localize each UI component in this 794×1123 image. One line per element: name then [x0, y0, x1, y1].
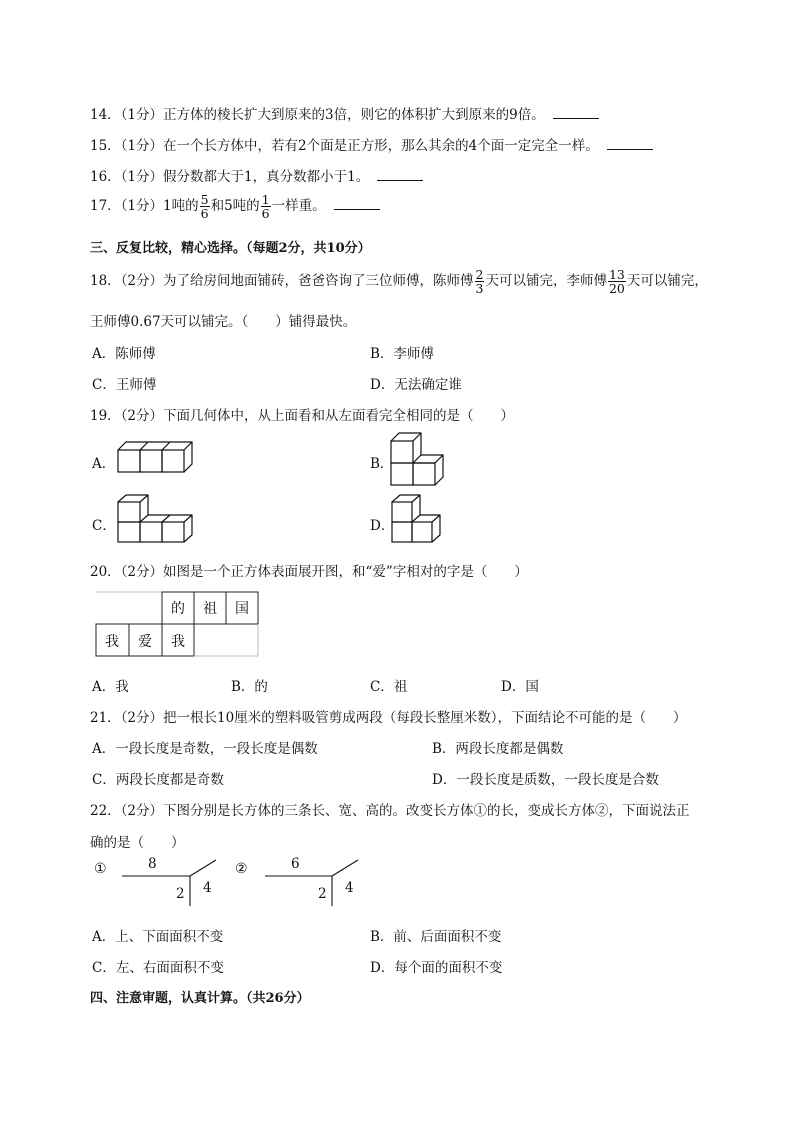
answer-blank[interactable]: [377, 168, 423, 181]
question-score: （2分）: [120, 803, 164, 819]
question-text-part: 和5吨的: [210, 198, 260, 215]
numerator: 5: [200, 192, 209, 207]
question-number: 17．: [90, 198, 121, 215]
net-cell-top-2: 祖: [203, 601, 217, 617]
option-b[interactable]: B．前、后面面积不变: [370, 929, 502, 945]
section-heading: 四、注意审题，认真计算。（共26分）: [90, 991, 310, 1006]
question-text: 在一个长方体中，若有2个面是正方形，那么其余的4个面一定完全一样。: [163, 138, 599, 154]
option-b[interactable]: B．的: [231, 679, 268, 695]
question-text-part: 为了给房间地面铺砖，爸爸咨询了三位师傅，陈师傅: [163, 273, 474, 290]
width-value: 2: [176, 886, 185, 902]
question-score: （2分）: [120, 710, 164, 726]
cube-net: [96, 592, 258, 658]
question-text: 下图分别是长方体的三条长、宽、高的。改变长方体①的长，变成长方体②，下面说法正: [163, 803, 690, 819]
denominator: 3: [475, 281, 484, 297]
question-14: [90, 103, 599, 123]
length-value: 6: [291, 856, 300, 872]
answer-blank[interactable]: [607, 137, 653, 150]
option-c[interactable]: C．王师傅: [92, 377, 157, 393]
question-number: 22．: [90, 803, 121, 819]
cube-figure-d[interactable]: [392, 494, 452, 546]
option-a[interactable]: A．上、下面面积不变: [92, 929, 224, 945]
question-number: 14．: [90, 107, 121, 123]
option-c[interactable]: C．左、右面面积不变: [92, 960, 224, 976]
option-a[interactable]: A．一段长度是奇数，一段长度是偶数: [92, 741, 318, 757]
cube-figure-b[interactable]: [391, 432, 461, 487]
net-cell-top-1: 的: [171, 601, 185, 617]
numerator: 2: [475, 267, 484, 282]
option-c[interactable]: C．祖: [370, 679, 408, 695]
option-a[interactable]: A．我: [92, 679, 129, 695]
question-19: [90, 404, 514, 424]
fraction: [261, 193, 271, 220]
question-score: （2分）: [120, 564, 164, 580]
question-score: （1分）: [120, 107, 164, 123]
numerator: 13: [608, 267, 625, 282]
width-value: 2: [318, 886, 327, 902]
question-text: 如图是一个正方体表面展开图，和“爱”字相对的字是（ ）: [163, 564, 528, 580]
height-value: 4: [345, 880, 354, 896]
question-score: （1分）: [120, 138, 164, 154]
option-a-label[interactable]: A．: [92, 456, 116, 472]
question-score: （1分）: [120, 169, 164, 185]
question-number: 18．: [90, 273, 121, 290]
section-heading: 三、反复比较，精心选择。（每题2分，共10分）: [90, 241, 371, 256]
question-text: 下面几何体中，从上面看和从左面看完全相同的是（ ）: [163, 408, 515, 424]
option-c[interactable]: C．两段长度都是奇数: [92, 772, 224, 788]
denominator: 6: [200, 206, 209, 222]
question-score: （2分）: [120, 273, 164, 290]
option-d-label[interactable]: D．: [370, 518, 395, 534]
question-score: （2分）: [120, 408, 164, 424]
question-15: [90, 134, 653, 154]
answer-blank[interactable]: [334, 197, 380, 210]
denominator: 20: [608, 281, 625, 297]
net-cell-bottom-2: 爱: [138, 634, 152, 650]
question-17: [90, 193, 380, 220]
option-d[interactable]: D．每个面的面积不变: [370, 960, 503, 976]
question-text-part: 1吨的: [163, 198, 199, 215]
question-18-line2: 王师傅0.67天可以铺完。（ ）铺得最快。: [90, 314, 357, 330]
length-value: 8: [148, 856, 157, 872]
question-20: [90, 560, 528, 580]
question-22-line2: 确的是（ ）: [90, 835, 185, 851]
net-cell-bottom-3: 我: [171, 634, 185, 650]
question-18: [90, 268, 708, 295]
answer-blank[interactable]: [553, 106, 599, 119]
question-number: 15．: [90, 138, 121, 154]
net-cell-top-3: 国: [235, 601, 249, 617]
denominator: 6: [261, 206, 270, 222]
option-d[interactable]: D．一段长度是质数，一段长度是合数: [432, 772, 659, 788]
question-text-part: 一样重。: [271, 198, 326, 215]
question-text: 正方体的棱长扩大到原来的3倍，则它的体积扩大到原来的9倍。: [163, 107, 545, 123]
figure-label: ②: [235, 861, 248, 877]
numerator: 1: [261, 192, 270, 207]
option-a[interactable]: A．陈师傅: [92, 346, 156, 362]
question-text: 把一根长10厘米的塑料吸管剪成两段（每段长整厘米数），下面结论不可能的是（ ）: [163, 710, 687, 726]
option-d[interactable]: D．国: [501, 679, 539, 695]
option-b[interactable]: B．李师傅: [370, 346, 434, 362]
fraction: [608, 268, 626, 295]
question-21: [90, 706, 686, 726]
net-cell-bottom-1: 我: [105, 634, 119, 650]
question-number: 21．: [90, 710, 121, 726]
dimension-lines: [94, 856, 224, 912]
question-text-part: 天可以铺完，: [626, 273, 708, 290]
figure-label: ①: [94, 861, 107, 877]
question-score: （1分）: [120, 198, 164, 215]
question-number: 19．: [90, 408, 121, 424]
height-value: 4: [203, 880, 212, 896]
question-22: [90, 799, 690, 819]
question-text-part: 天可以铺完，李师傅: [485, 273, 607, 290]
question-text: 假分数都大于1，真分数都小于1。: [163, 169, 370, 185]
question-number: 20．: [90, 564, 121, 580]
dimension-figure-2: [235, 856, 365, 912]
option-b[interactable]: B．两段长度都是偶数: [432, 741, 564, 757]
dimension-lines: [235, 856, 365, 912]
question-16: [90, 165, 423, 185]
dimension-figure-1: [94, 856, 224, 912]
question-number: 16．: [90, 169, 121, 185]
option-c-label[interactable]: C．: [92, 518, 116, 534]
cube-figure-a[interactable]: [118, 438, 208, 478]
fraction: [475, 268, 485, 295]
option-d[interactable]: D．无法确定谁: [370, 377, 462, 393]
cube-figure-c[interactable]: [118, 494, 198, 546]
fraction: [200, 193, 210, 220]
option-b-label[interactable]: B．: [370, 456, 394, 472]
